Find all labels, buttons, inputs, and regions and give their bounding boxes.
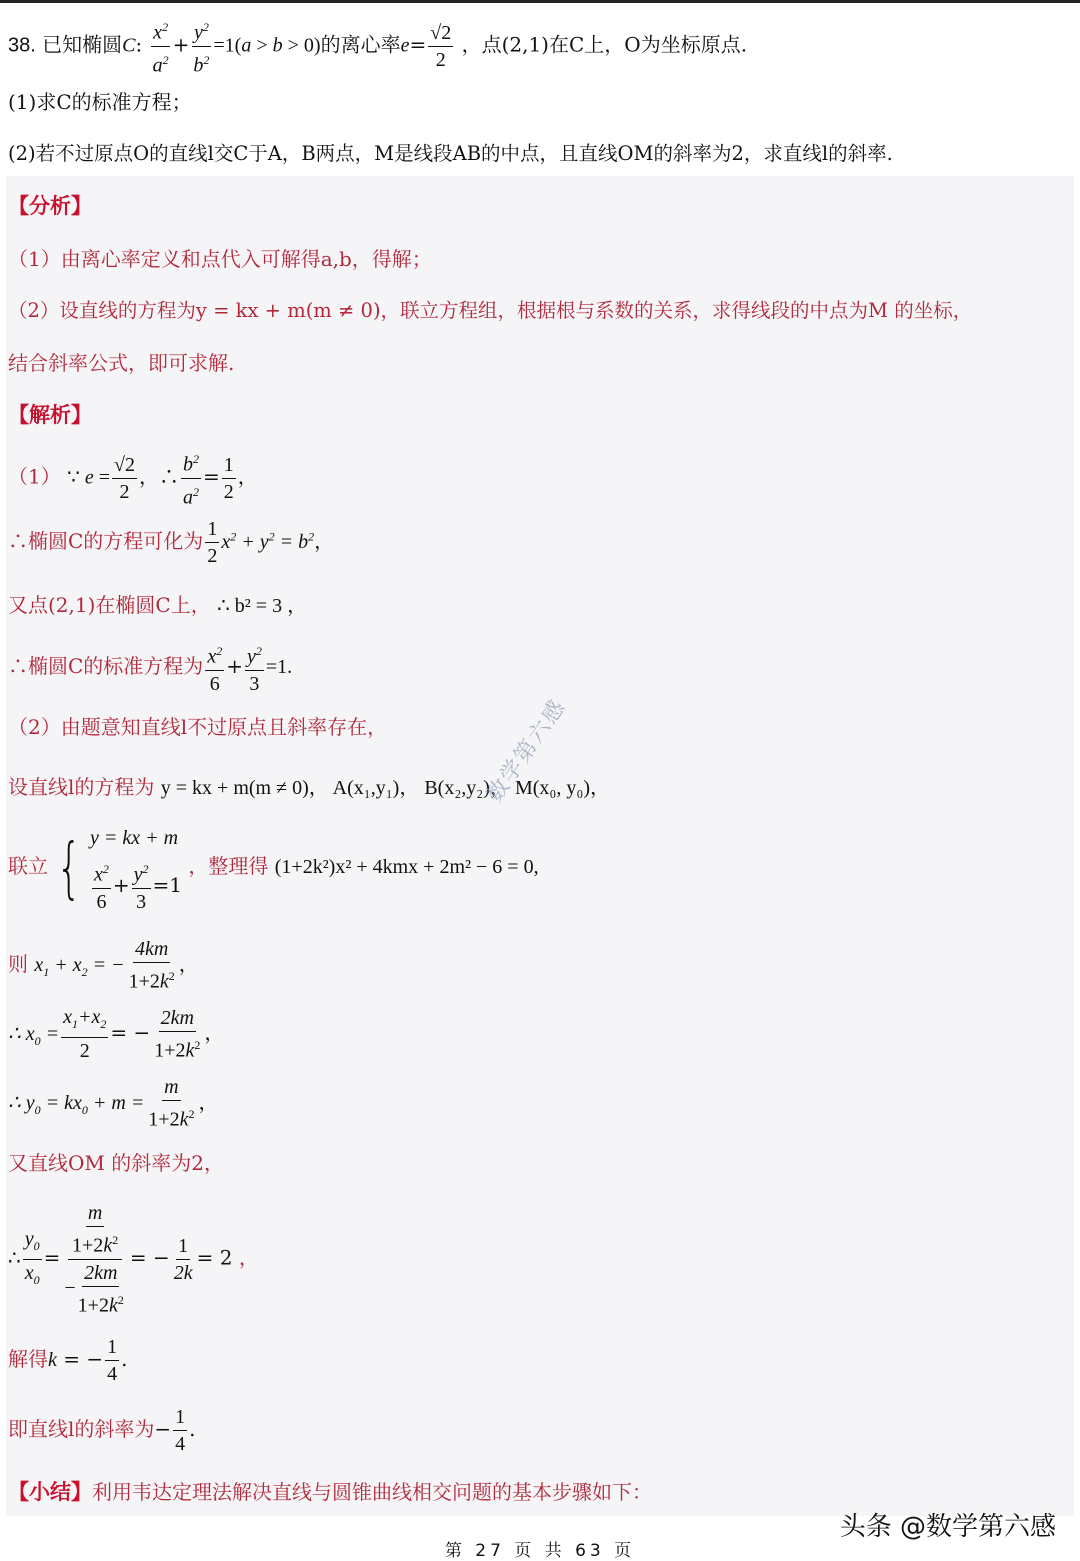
analysis-heading: 【分析】: [8, 195, 92, 218]
brace-icon: {: [56, 828, 82, 906]
step-3-text: 又点(2,1)在椭圆C上，: [8, 593, 211, 617]
problem-number: 38.: [8, 34, 36, 57]
stem-suffix: ，点(2,1)在C上，O为坐标原点.: [461, 32, 748, 57]
problem-stem: 38. 已知椭圆C: $\frac{x^2}{a^2}$ + $\frac{y^2}{b^2}$ =1(a > b > 0)的离心率e= $\frac{√2}{2}$ ，点(2,1)在C上，O为坐标原点.: [8, 14, 747, 78]
brand-watermark: 头条 @数学第六感: [839, 1512, 1056, 1542]
step-1-prefix: （1）: [8, 464, 61, 489]
solution-step-1: （1） ∵ e = $\frac{√2}{2}$ ，∴ $\frac{b^2}{a^2}$ = $\frac{1}{2}$ ，: [8, 446, 258, 510]
solution-step-14: 即直线l的斜率为− $\frac{1}{4}$ .: [8, 1406, 196, 1455]
step-6-text: 设直线l的方程为: [8, 775, 155, 799]
step-14-text: 即直线l的斜率为: [8, 1417, 155, 1441]
step-13-text: 解得: [8, 1347, 48, 1371]
step-6-math: y = kx + m(m ≠ 0)， A(x₁,y₁)， B(x₂,y₂)， M(x₀, y₀)，: [160, 777, 610, 799]
step-7-label: 联立: [8, 853, 48, 878]
solution-step-5: （2）由题意知直线l不过原点且斜率存在，: [8, 715, 388, 739]
solution-step-3: [8, 589, 307, 618]
step-8-label: 则: [8, 951, 28, 976]
summary: [8, 1476, 652, 1506]
analysis-p3: 结合斜率公式，即可求解.: [8, 351, 235, 375]
solution-step-4: ∴椭圆C的标准方程为 $\frac{x^2}{6}$ + $\frac{y^2}{3}$ =1.: [8, 638, 292, 697]
step-7-math: (1+2k²)x² + 4kmx + 2m² − 6 = 0,: [274, 855, 539, 878]
step-2-text: ∴椭圆C的方程可化为: [8, 529, 204, 553]
solution-step-8: 则 $x_1 + x_2$ = − $\frac{4km}{1+2k^2}$ ，: [8, 938, 199, 993]
stem-prefix: 已知椭圆: [42, 32, 123, 57]
page-footer: 第 27 页 共 63 页: [444, 1541, 636, 1561]
solution-step-10: ∴ $y_0 = kx_0 + m$ = $\frac{m}{1+2k^2}$ ，: [8, 1076, 219, 1131]
stem-mid: 的离心率: [320, 32, 401, 57]
analysis-p1: （1）由离心率定义和点代入可解得a,b，得解；: [8, 247, 432, 271]
solution-step-7: 联立 { y = kx + m $\frac{x^2}{6}$ + $\frac{y^2}{3}$ =1 ，整理得 (1+2k²)x² + 4kmx + 2m² − 6 = 0,: [8, 820, 539, 915]
problem-part1: (1)求C的标准方程；: [8, 90, 192, 114]
solution-step-9: ∴ $x_0$ = $\frac{x_1+x_2}{2}$ = − $\frac{2km}{1+2k^2}$ ，: [8, 1006, 225, 1062]
problem-part2: (2)若不过原点O的直线l交C于A，B两点，M是线段AB的中点，且直线OM的斜率为2，求直线l的斜率.: [8, 142, 893, 165]
solution-step-12: ∴ $\frac{y_0}{x_0}$ = $\frac{m}{1+2k^2}$ − $\frac{2km}{1+2k^2}$ = − $\frac{1}{2k}$ = 2 ，: [8, 1202, 259, 1317]
system-eq-1: y = kx + m: [90, 827, 179, 849]
solution-step-13: 解得k = − $\frac{1}{4}$ .: [8, 1336, 128, 1385]
summary-text: 利用韦达定理法解决直线与圆锥曲线相交问题的基本步骤如下：: [92, 1482, 652, 1504]
summary-heading: 【小结】: [8, 1481, 92, 1504]
solution-heading: 【解析】: [8, 404, 92, 427]
step-4-text: ∴椭圆C的标准方程为: [8, 653, 204, 678]
solution-step-11: 又直线OM 的斜率为2，: [8, 1151, 224, 1175]
solution-step-2: ∴椭圆C的方程可化为 $\frac{1}{2}$ $x^2 + y^2 = b^2$，: [8, 518, 335, 567]
watermark: 数学第六感: [482, 694, 572, 808]
analysis-p2: （2）设直线的方程为y = kx + m(m ≠ 0)，联立方程组，根据根与系数的关系，求得线段的中点为M 的坐标，: [8, 299, 973, 322]
step-3-math: ∴ b² = 3 ，: [217, 595, 308, 617]
top-border: [0, 0, 1080, 3]
step-7-mid: ，整理得: [188, 853, 269, 878]
